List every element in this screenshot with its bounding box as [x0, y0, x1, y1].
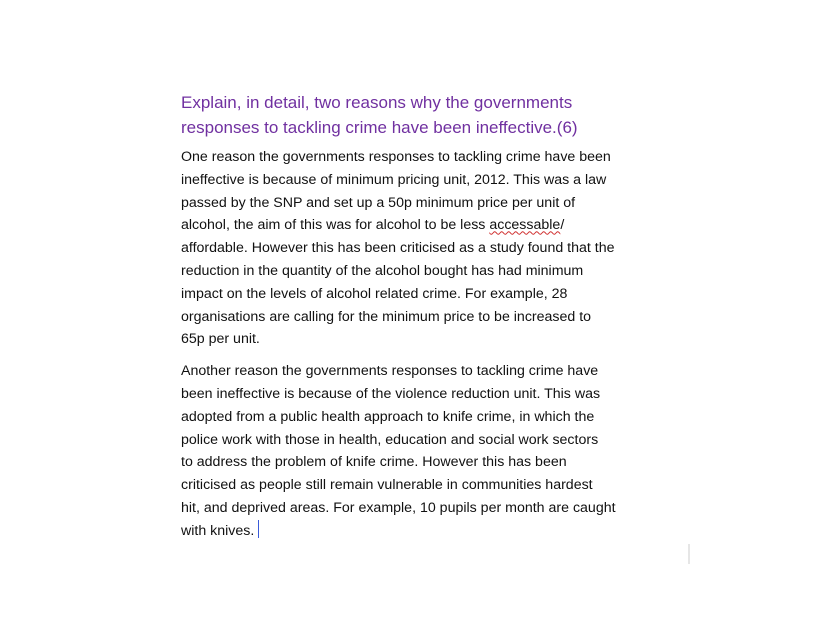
- text-line: passed by the SNP and set up a 50p minimum price per unit of: [181, 194, 576, 211]
- paragraph-2[interactable]: [181, 360, 701, 542]
- text-line: adopted from a public health approach to knife crime, in which the: [181, 408, 595, 425]
- text-line: [181, 520, 701, 543]
- text-line: impact on the levels of alcohol related crime. For example, 28: [181, 285, 568, 302]
- text-line: affordable. However this has been criticised as a study found that the: [181, 240, 615, 257]
- heading-line: responses to tackling crime have been ineffective.(6): [181, 118, 578, 137]
- text-line: 65p per unit.: [181, 331, 260, 348]
- text-line: police work with those in health, education and social work sectors: [181, 431, 599, 448]
- text-line: reduction in the quantity of the alcohol bought has had minimum: [181, 262, 584, 279]
- misspelled-word[interactable]: accessable: [489, 217, 561, 234]
- text-line: Another reason the governments responses to tackling crime have: [181, 363, 599, 380]
- text-segment: alcohol, the aim of this was for alcohol to be less: [181, 217, 490, 234]
- document-body[interactable]: [181, 90, 701, 552]
- text-segment: with knives.: [181, 522, 255, 539]
- text-line: One reason the governments responses to tackling crime have been: [181, 149, 611, 165]
- text-line: [181, 214, 701, 237]
- text-line: ineffective is because of minimum pricing unit, 2012. This was a law: [181, 171, 607, 188]
- heading-line: Explain, in detail, two reasons why the governments: [181, 93, 573, 112]
- text-segment: /: [560, 217, 565, 234]
- text-line: organisations are calling for the minimum price to be increased to: [181, 308, 592, 325]
- text-line: to address the problem of knife crime. However this has been: [181, 454, 567, 471]
- question-heading: [181, 90, 701, 140]
- text-line: criticised as people still remain vulnerable in communities hardest: [181, 477, 593, 494]
- text-line: hit, and deprived areas. For example, 10 pupils per month are caught: [181, 499, 616, 516]
- text-cursor: [258, 520, 259, 538]
- text-line: been ineffective is because of the violence reduction unit. This was: [181, 385, 601, 402]
- paragraph-1[interactable]: [181, 146, 701, 351]
- page-edge-mark: [688, 544, 690, 564]
